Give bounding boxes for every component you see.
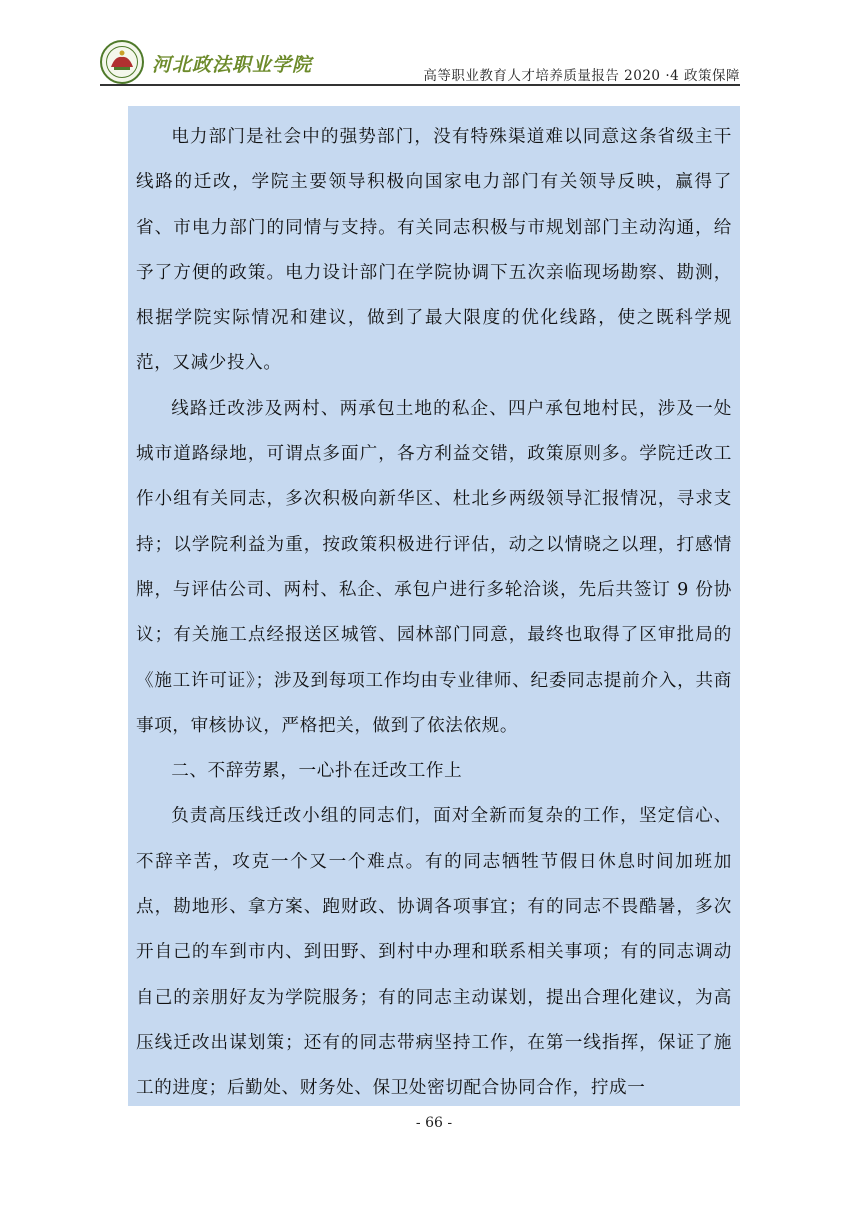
paragraph: 负责高压线迁改小组的同志们，面对全新而复杂的工作，坚定信心、不辞辛苦，攻克一个又一个难点。有的同志牺牲节假日休息时间加班加点，勘地形、拿方案、跑财政、协调各项事宜；有的同志不畏酷暑，多次开自己的车到市内、到田野、到村中办理和联系相关事项；有的同志调动自己的亲朋好友为学院服务；有的同志主动谋划，提出合理化建议，为高压线迁改出谋划策；还有的同志带病坚持工作，在第一线指挥，保证了施工的进度；后勤处、财务处、保卫处密切配合协同合作，拧成一 [136, 806, 732, 1099]
body-text-block [128, 106, 740, 1106]
page-header [100, 40, 740, 86]
paragraph: 电力部门是社会中的强势部门，没有特殊渠道难以同意这条省级主干线路的迁改，学院主要领导积极向国家电力部门有关领导反映，赢得了省、市电力部门的同情与支持。有关同志积极与市规划部门主动沟通，给予了方便的政策。电力设计部门在学院协调下五次亲临现场勘察、勘测，根据学院实际情况和建议，做到了最大限度的优化线路，使之既科学规范，又减少投入。 [136, 127, 732, 374]
paragraph: 线路迁改涉及两村、两承包土地的私企、四户承包地村民，涉及一处城市道路绿地，可谓点多面广，各方利益交错，政策原则多。学院迁改工作小组有关同志，多次积极向新华区、杜北乡两级领导汇报情况，寻求支持；以学院利益为重，按政策积极进行评估，动之以情晓之以理，打感情牌，与评估公司、两村、私企、承包户进行多轮洽谈，先后共签订 9 份协议；有关施工点经报送区城管、园林部门同意，最终也取得了区审批局的《施工许可证》；涉及到每项工作均由专业律师、纪委同志提前介入，共商事项，审核协议，严格把关，做到了依法依规。 [136, 398, 732, 736]
report-title: 高等职业教育人才培养质量报告 2020 ·4 政策保障 [423, 68, 740, 84]
college-logo-text: 河北政法职业学院 [152, 54, 313, 76]
header-divider [100, 84, 740, 86]
section-heading: 二、不辞劳累，一心扑在迁改工作上 [171, 761, 463, 782]
page-number: - 66 - [415, 1115, 453, 1131]
college-seal-icon [100, 40, 144, 84]
